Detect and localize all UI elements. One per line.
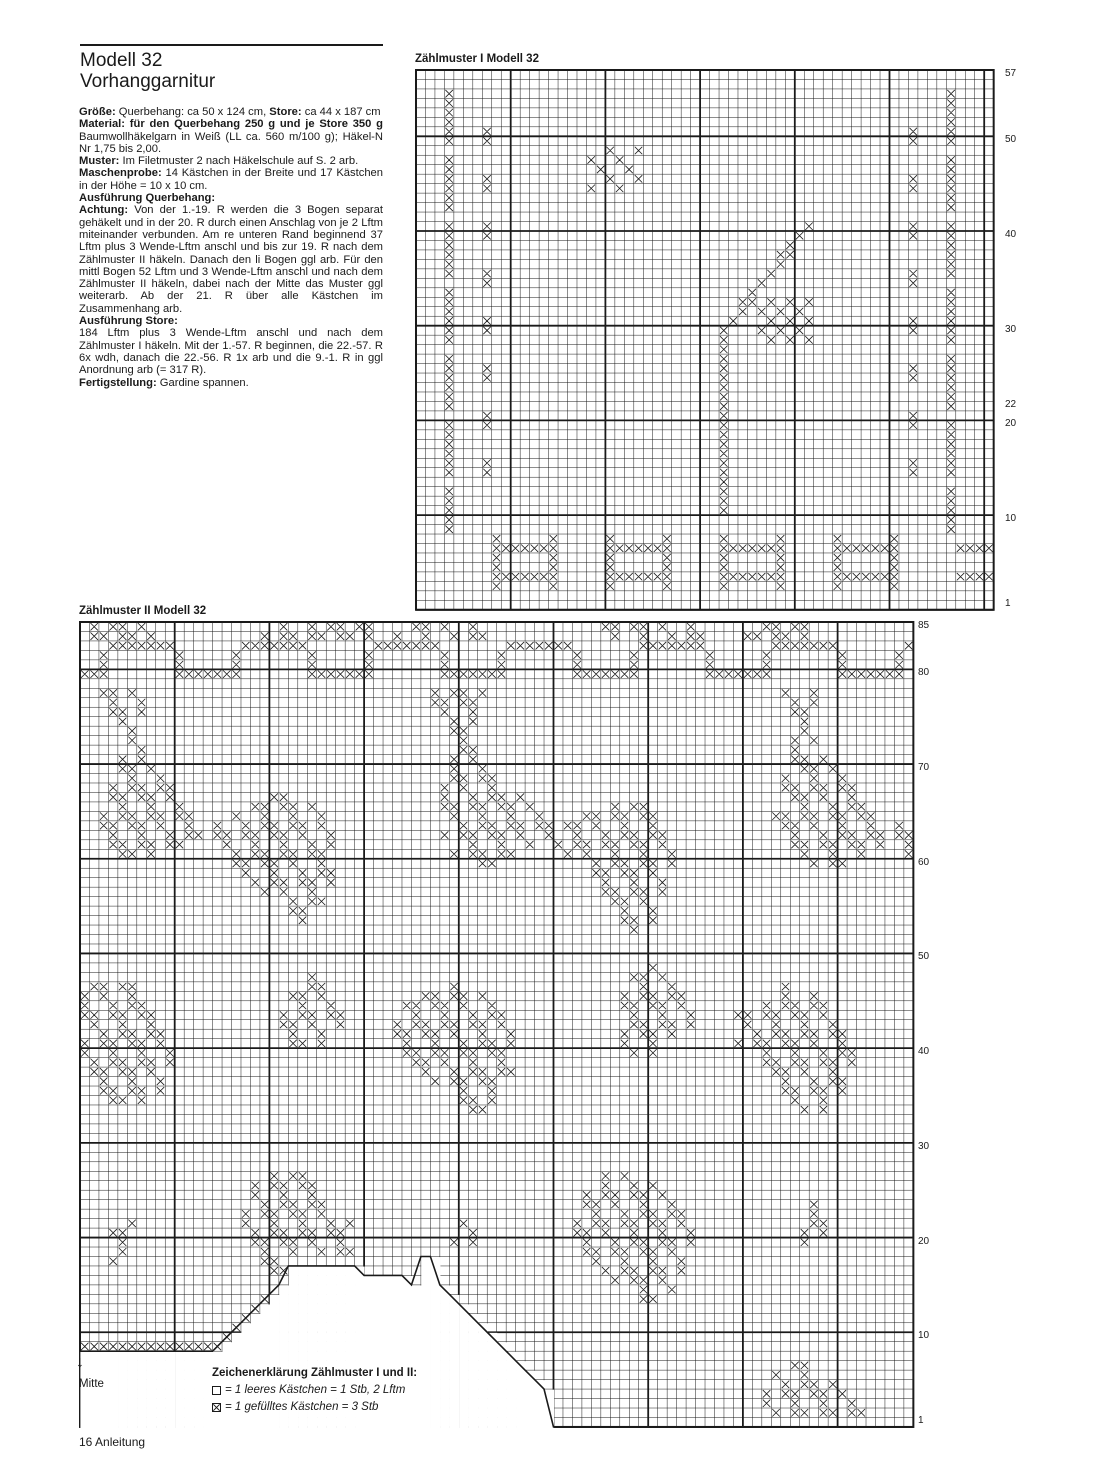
row-label: 30 — [1005, 323, 1017, 335]
crossed-square-icon — [212, 1403, 221, 1412]
row-label: 20 — [1005, 418, 1017, 430]
center-label: Mitte — [79, 1378, 104, 1390]
chart1-title: Zählmuster I Modell 32 — [415, 53, 539, 65]
model-number: Modell 32 — [80, 50, 163, 71]
finishing-label: Fertigstellung: — [79, 376, 157, 389]
row-label: 50 — [918, 951, 930, 963]
chart2-title: Zählmuster II Modell 32 — [79, 605, 207, 617]
page-footer: 16 Anleitung — [79, 1435, 146, 1449]
row-label: 40 — [918, 1046, 930, 1058]
valance-text: Von der 1.-19. R werden die 3 Bogen separat gehäkelt und in der 20. R durch einen Anschlag von je 2 Lftm miteinander verbunden. Am re unteren Rand beginnend 37 Lftm plus 3 Wende-Lftm anschl und bis zur 19. R nach dem Zählmuster II häkeln. Danach den li Bogen ggl arb. Für den mittl Bogen 52 Lftm und 3 Wende-Lftm anschl und nach dem Zählmuster II häkeln, dabei nach der Mitte das Muster ggl weiterarb. Ab der 21. R über alle Kästchen im Zusammenhang arb. — [79, 204, 383, 315]
store-heading: Ausführung Store: — [79, 315, 178, 328]
legend-empty-item — [212, 1382, 417, 1399]
legend-empty-text: = 1 leeres Kästchen = 1 Stb, 2 Lftm — [225, 1384, 406, 1396]
legend-filled-item — [212, 1399, 417, 1416]
row-label: 70 — [918, 762, 930, 774]
row-label: 30 — [918, 1140, 930, 1152]
finishing-text: Gardine spannen. — [156, 376, 249, 389]
chart2-grid — [80, 622, 913, 1430]
material-label: Material: für den Querbehang 250 g und je Store 350 g — [79, 118, 383, 131]
pattern-label: Muster: — [79, 155, 120, 168]
size-label: Größe: — [79, 106, 116, 118]
row-label: 57 — [1005, 68, 1017, 79]
size-text: Querbehang: ca 50 x 124 cm, — [115, 106, 270, 118]
empty-square-icon — [212, 1386, 221, 1395]
legend-filled-text: = 1 gefülltes Kästchen = 3 Stb — [225, 1401, 379, 1413]
row-label: 10 — [918, 1330, 930, 1342]
store-paragraph: 184 Lftm plus 3 Wende-Lftm anschl und nach dem Zählmuster I häkeln. Mit der 1.-57. R beginnen, die 22.-57. R 6x wdh, danach die 22.-56. R 1x arb und die 9.-1. R in ggl Anordnung arb (= 317 R). — [79, 327, 383, 377]
legend-title: Zeichenerklärung Zählmuster I und II: — [212, 1367, 418, 1379]
valance-heading: Ausführung Querbehang: — [79, 192, 216, 205]
legend — [212, 1365, 417, 1416]
row-label: 20 — [918, 1235, 930, 1247]
row-label: 1 — [1005, 598, 1011, 610]
pattern-text: Im Filetmuster 2 nach Häkelschule auf S. 2 arb. — [119, 155, 359, 168]
gauge-label: Maschenprobe: — [79, 167, 162, 180]
row-label: 40 — [1005, 228, 1017, 240]
note-label: Achtung: — [79, 204, 129, 217]
arrow-down-icon: ↓ — [76, 1354, 84, 1371]
row-label: 10 — [1005, 513, 1017, 525]
store-size-label: Store: — [269, 106, 302, 118]
store-size-text: ca 44 x 187 cm — [301, 106, 381, 118]
row-label: 60 — [918, 856, 930, 868]
row-label: 80 — [918, 667, 930, 679]
row-label: 85 — [918, 620, 930, 631]
model-name: Vorhanggarnitur — [80, 71, 216, 92]
material-text: Baumwollhäkelgarn in Weiß (LL ca. 560 m/100 g); Häkel-N Nr 1,75 bis 2,00. — [79, 130, 383, 155]
row-label: 22 — [1005, 399, 1017, 411]
row-label: 1 — [918, 1415, 924, 1427]
chart1-grid — [416, 70, 994, 610]
gauge-text: 14 Kästchen in der Breite und 17 Kästchen in der Höhe = 10 x 10 cm. — [79, 167, 383, 192]
row-label: 50 — [1005, 134, 1017, 146]
